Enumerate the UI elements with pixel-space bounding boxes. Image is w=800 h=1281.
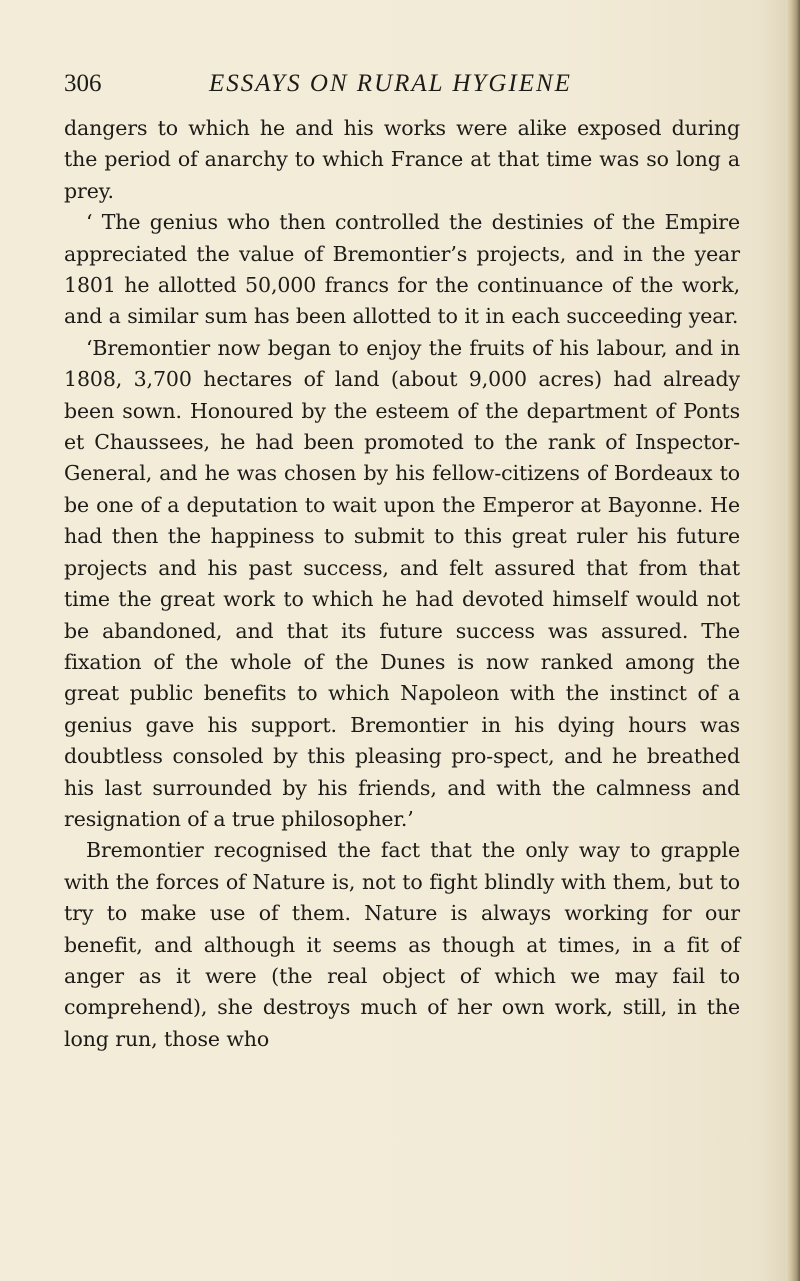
paragraph-3: ‘Bremontier now began to enjoy the fruits of his labour, and in 1808, 3,700 hectares of land (about 9,000 acres) had already been sown. Honoured by the esteem of the department of Ponts et Chaussees, he had been promoted to the rank of Inspector-General, and he was chosen by his fellow-citizens of Bordeaux to be one of a deputation to wait upon the Emperor at Bayonne. He had then the happiness to submit to this great ruler his future projects and his past success, and felt assured that from that time the great work to which he had devoted himself would not be abandoned, and that its future success was assured. The fixation of the whole of the Dunes is now ranked among the great public benefits to which Napoleon with the instinct of a genius gave his support. Bremontier in his dying hours was doubtless consoled by this pleasing pro-spect, and he breathed his last surrounded by his friends, and with the calmness and resignation of a true philosopher.’ bbox=[64, 335, 740, 831]
page-number: 306 bbox=[64, 70, 102, 97]
page-edge bbox=[786, 0, 800, 1281]
running-title: ESSAYS ON RURAL HYGIENE bbox=[209, 70, 572, 97]
paragraph-4: Bremontier recognised the fact that the only way to grapple with the forces of Nature is, not to fight blindly with them, but to try to make use of them. Nature is always working for our benefit, and although it seems as though at times, in a fit of anger as it were (the real object of which we may fail to comprehend), she destroys much of her own work, still, in the long run, those who bbox=[64, 838, 740, 1051]
page-header bbox=[64, 70, 744, 106]
paragraph-1: dangers to which he and his works were alike exposed during the period of anarchy to which France at that time was so long a prey. bbox=[64, 116, 740, 203]
paragraph-2: ‘ The genius who then controlled the destinies of the Empire appreciated the value of Bremontier’s projects, and in the year 1801 he allotted 50,000 francs for the continuance of the work, and a similar sum has been allotted to it in each succeeding year. bbox=[64, 210, 740, 329]
body-text bbox=[64, 113, 740, 1055]
